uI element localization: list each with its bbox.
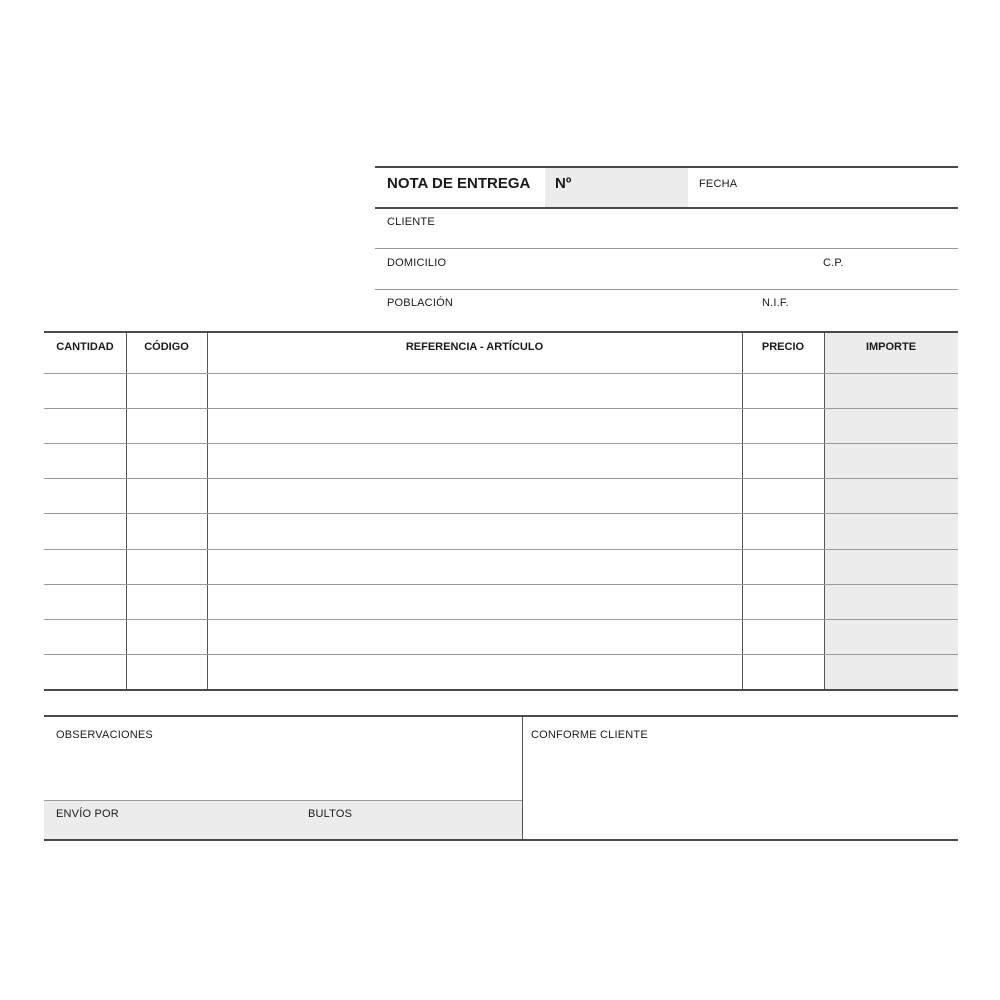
table-row[interactable] bbox=[44, 478, 958, 479]
column-header-referencia: REFERENCIA - ARTÍCULO bbox=[405, 341, 544, 353]
table-row[interactable] bbox=[44, 408, 958, 409]
column-header-precio: PRECIO bbox=[761, 341, 805, 353]
table-row[interactable] bbox=[44, 549, 958, 550]
table-top-rule bbox=[44, 331, 958, 333]
table-row[interactable] bbox=[44, 654, 958, 655]
table-row[interactable] bbox=[44, 443, 958, 444]
col-divider-3 bbox=[742, 333, 743, 689]
footer-top-rule bbox=[44, 715, 958, 717]
footer-bottom-rule bbox=[44, 839, 958, 841]
col-divider-4 bbox=[824, 333, 825, 689]
table-bottom-rule bbox=[44, 689, 958, 691]
header-rule-3 bbox=[375, 248, 958, 249]
client-approval-field[interactable]: CONFORME CLIENTE bbox=[531, 729, 648, 741]
column-header-importe: IMPORTE bbox=[865, 341, 917, 353]
header-rule-2 bbox=[375, 207, 958, 209]
table-row[interactable] bbox=[44, 373, 958, 374]
column-header-codigo: CÓDIGO bbox=[144, 341, 189, 353]
footer-divider bbox=[522, 717, 523, 839]
address-field[interactable]: DOMICILIO bbox=[387, 257, 447, 269]
table-row[interactable] bbox=[44, 584, 958, 585]
importe-column-shade bbox=[824, 333, 958, 689]
footer-mid-rule bbox=[44, 800, 522, 801]
table-row[interactable] bbox=[44, 513, 958, 514]
header-top-rule bbox=[375, 166, 958, 168]
postal-code-field[interactable]: C.P. bbox=[823, 257, 844, 269]
client-field[interactable]: CLIENTE bbox=[387, 216, 435, 228]
table-row[interactable] bbox=[44, 619, 958, 620]
col-divider-1 bbox=[126, 333, 127, 689]
shipping-field[interactable]: ENVÍO POR bbox=[56, 808, 119, 820]
column-header-cantidad: CANTIDAD bbox=[56, 341, 114, 353]
header-rule-4 bbox=[375, 289, 958, 290]
city-field[interactable]: POBLACIÓN bbox=[387, 297, 453, 309]
col-divider-2 bbox=[207, 333, 208, 689]
shipping-row-shade bbox=[44, 801, 522, 839]
date-field[interactable]: FECHA bbox=[699, 178, 738, 190]
number-label: Nº bbox=[555, 175, 572, 192]
packages-field[interactable]: BULTOS bbox=[308, 808, 353, 820]
document-title: NOTA DE ENTREGA bbox=[387, 175, 531, 192]
observations-field[interactable]: OBSERVACIONES bbox=[56, 729, 153, 741]
nif-field[interactable]: N.I.F. bbox=[762, 297, 789, 309]
